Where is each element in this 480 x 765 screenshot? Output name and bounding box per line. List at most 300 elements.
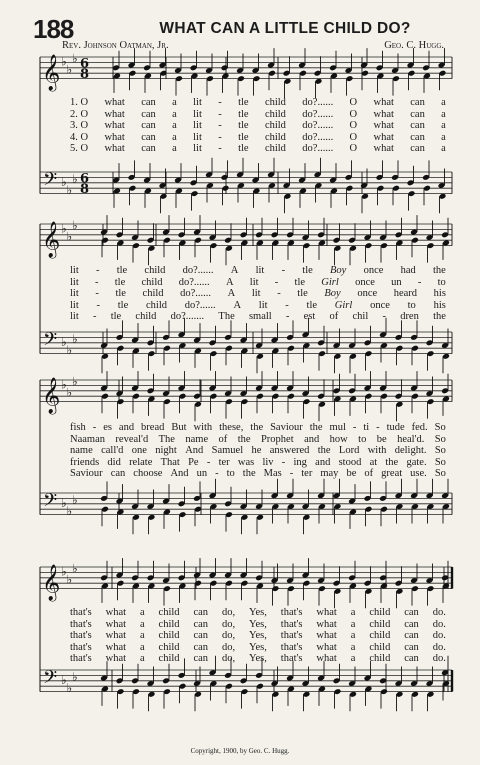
lyric-syllable: 1. O (70, 97, 89, 108)
lyric-syllable: lit (258, 299, 268, 311)
lyric-syllable: and (304, 433, 320, 445)
lyric-syllable: do. (432, 618, 446, 630)
lyric-syllable: child (369, 607, 391, 618)
lyric-syllable: choose (133, 468, 163, 480)
lyric-syllable: a (172, 108, 177, 120)
lyric-syllable: that's (70, 607, 92, 618)
lyric-line (70, 422, 446, 434)
lyric-syllable: child (158, 641, 180, 653)
lyric-syllable: child (264, 97, 286, 108)
lyric-syllable: - (95, 276, 99, 288)
lyric-syllable: And (170, 468, 189, 480)
lyric-syllable: child (158, 607, 180, 618)
copyright-notice: Copyright, 1900, by Geo. C. Hugg. (190, 747, 290, 755)
lyric-syllable: tle (238, 143, 249, 155)
lyric-syllable: what (373, 97, 394, 108)
lyric-syllable: to (358, 433, 367, 445)
lyric-syllable: Prophet (260, 433, 294, 445)
lyric-syllable: - (92, 422, 97, 433)
lyric-line (70, 468, 446, 480)
time-signature-top: 6 (80, 171, 90, 187)
lyric-syllable: tude (386, 422, 405, 433)
lyric-syllable: small (248, 311, 272, 323)
lyric-syllable: - (376, 422, 380, 433)
lyric-syllable: es (103, 422, 112, 433)
lyric-syllable: can (141, 120, 156, 132)
lyric-syllable: he (251, 445, 262, 457)
lyric-syllable: once (355, 276, 375, 288)
lyric-syllable: a (139, 653, 145, 665)
lyric-syllable: what (104, 97, 125, 108)
lyric-syllable: So (434, 433, 446, 445)
lyric-line (70, 143, 446, 155)
lyric-syllable: a (350, 641, 356, 653)
lyric-syllable: - (96, 299, 101, 311)
lyric-syllable: mul (329, 422, 346, 433)
lyric-line (70, 630, 446, 642)
lyric-syllable: what (104, 143, 125, 155)
lyric-line (70, 300, 446, 312)
flat-icon: ♭ (66, 62, 73, 77)
lyric-syllable: can (410, 143, 425, 155)
lyric-syllable: So (434, 422, 446, 433)
lyric-syllable: the (433, 265, 446, 276)
lyric-syllable: call'd (101, 445, 124, 457)
lyric-syllable: can (193, 607, 209, 618)
lyric-syllable: do, (221, 607, 236, 618)
lyric-syllable: That (160, 456, 180, 468)
lyric-syllable: Yes, (248, 653, 267, 665)
lyric-syllable: what (373, 131, 394, 143)
lyric-syllable: O (349, 143, 358, 155)
lyric-syllable: do?...... (184, 299, 216, 311)
lyric-syllable: tle (116, 265, 128, 276)
flat-icon: ♭ (72, 172, 78, 187)
lyric-syllable: of (218, 433, 228, 445)
lyric-syllable: use. (410, 468, 427, 480)
lyric-syllable: how (329, 433, 348, 445)
lyric-syllable: heard (393, 288, 418, 300)
flat-icon: ♭ (61, 174, 67, 189)
lyric-syllable: child (141, 276, 163, 288)
lyric-syllable: tle (297, 288, 308, 300)
lyric-syllable: child (264, 143, 286, 155)
lyric-syllable: So (434, 445, 446, 457)
lyric-syllable: So (434, 456, 446, 468)
lyric-syllable: ter (301, 468, 313, 480)
lyric-syllable: what (373, 108, 394, 120)
lyric-syllable: a (172, 120, 177, 132)
lyric-syllable: - (352, 422, 357, 433)
lyric-syllable: the (317, 445, 331, 457)
lyric-syllable: a (350, 618, 356, 630)
flat-icon: ♭ (66, 385, 73, 400)
hymn-number: 188 (33, 14, 74, 44)
lyric-syllable: do?...... (180, 288, 212, 300)
lyric-syllable: child (369, 630, 391, 642)
lyric-syllable: Girl (334, 299, 353, 311)
lyric-syllable: Yes, (248, 607, 267, 618)
lyric-syllable: what (104, 108, 125, 120)
lyric-syllable: Girl (321, 276, 339, 288)
flat-icon: ♭ (72, 561, 78, 576)
lyric-syllable: can (404, 641, 419, 653)
lyric-syllable: child (264, 131, 286, 143)
lyric-syllable: was (237, 456, 255, 468)
lyric-syllable: - (218, 143, 222, 155)
lyric-syllable: tle (306, 299, 318, 311)
flat-icon: ♭ (61, 334, 67, 349)
lyric-syllable: child (146, 299, 168, 311)
lyric-syllable: Yes, (248, 641, 267, 653)
lyric-syllable: lit (249, 276, 259, 288)
bass-clef-icon: 𝄢 (43, 667, 58, 693)
lyric-syllable: lit (193, 120, 202, 132)
lyric-syllable: a (350, 630, 356, 642)
lyric-syllable: tle (110, 311, 122, 323)
lyric-syllable: at (369, 456, 378, 468)
lyric-syllable: can (410, 120, 425, 132)
lyric-syllable: reveal'd (115, 433, 149, 445)
lyric-syllable: tle (238, 97, 249, 108)
flat-icon: ♭ (72, 493, 78, 508)
treble-clef-icon: 𝄞 (42, 564, 61, 601)
lyric-syllable: 3. O (70, 120, 89, 132)
lyric-syllable: heal'd. (397, 433, 425, 445)
lyric-syllable: O (349, 120, 358, 132)
lyric-syllable: answered (269, 445, 310, 457)
lyric-syllable: to (437, 276, 446, 288)
lyric-syllable: do, (221, 641, 236, 653)
lyric-syllable: - (277, 288, 281, 300)
lyric-syllable: - (218, 97, 222, 108)
lyric-syllable: great (381, 468, 403, 480)
flat-icon: ♭ (61, 221, 67, 236)
lyric-syllable: and (118, 422, 135, 433)
flat-icon: ♭ (72, 374, 78, 389)
flat-icon: ♭ (66, 503, 73, 518)
lyric-syllable: a (172, 131, 177, 143)
lyric-syllable: friends (70, 456, 100, 468)
lyric-syllable: tle (114, 276, 126, 288)
lyric-syllable: what (105, 618, 127, 630)
lyric-syllable: the (433, 311, 446, 323)
lyric-syllable: do?...... (182, 265, 214, 276)
lyric-syllable: ti (363, 422, 370, 433)
lyric-syllable: a (441, 108, 446, 120)
lyric-syllable: child (135, 311, 157, 323)
lyric-syllable: 2. O (70, 108, 89, 120)
lyric-syllable: - (417, 276, 422, 288)
lyric-syllable: The (218, 311, 235, 323)
lyric-syllable: Boy (330, 265, 347, 276)
lyric-syllable: fed. (411, 422, 428, 433)
lyric-syllable: that's (70, 641, 92, 653)
lyric-syllable: what (373, 143, 394, 155)
treble-clef-icon: 𝄞 (42, 377, 61, 414)
lyric-syllable: once (357, 288, 378, 300)
lyric-syllable: a (441, 97, 446, 108)
lyric-syllable: a (441, 143, 446, 155)
lyric-syllable: that's (280, 630, 303, 642)
lyric-syllable: be (346, 468, 357, 480)
lyric-syllable: - (95, 288, 99, 300)
lyric-syllable: do?...... (302, 143, 334, 155)
lyric-syllable: A (225, 276, 234, 288)
lyric-syllable: lit (70, 276, 79, 288)
lyric-syllable: had (400, 265, 416, 276)
lyric-syllable: a (139, 607, 145, 618)
lyric-syllable: relate (129, 456, 153, 468)
lyric-syllable: a (350, 653, 356, 665)
lyric-syllable: Yes, (248, 618, 267, 630)
lyric-syllable: O (349, 108, 358, 120)
lyric-syllable: lit (193, 108, 202, 120)
lyric-syllable: what (316, 630, 337, 642)
lyric-syllable: - (285, 299, 289, 311)
lyric-syllable: And (185, 445, 204, 457)
lyric-syllable: do, (221, 630, 236, 642)
lyric-syllable: child (264, 108, 286, 120)
lyric-syllable: what (105, 630, 127, 642)
lyric-syllable: O (349, 97, 358, 108)
lyric-syllable: the (237, 433, 251, 445)
lyric-syllable: can (193, 630, 209, 642)
lyric-syllable: can (404, 607, 419, 618)
lyric-line (70, 97, 446, 109)
lyric-syllable: - (274, 276, 279, 288)
lyric-syllable: the (309, 422, 323, 433)
lyric-syllable: Saviour (70, 468, 103, 480)
lyric-syllable: can (404, 618, 419, 630)
lyric-syllable: child (158, 618, 180, 630)
words-credit: Rev. Johnson Oatman, Jr. (62, 40, 169, 51)
lyric-syllable: a (139, 630, 145, 642)
lyric-syllable: ing (293, 456, 307, 468)
lyric-syllable: Naaman (70, 433, 105, 445)
lyric-syllable: the (385, 456, 399, 468)
lyric-syllable: - (206, 456, 211, 468)
bass-clef-icon: 𝄢 (43, 169, 58, 195)
lyric-syllable: child (144, 265, 166, 276)
lyric-syllable: child (142, 288, 164, 300)
lyric-syllable: can (410, 131, 425, 143)
lyric-line (70, 132, 446, 144)
lyric-syllable: with (367, 445, 387, 457)
lyric-syllable: a (139, 641, 145, 653)
lyric-syllable: do?...... (178, 276, 210, 288)
lyric-syllable: one (131, 445, 147, 457)
lyric-syllable: child (369, 618, 391, 630)
lyric-syllable: O (349, 131, 358, 143)
lyric-syllable: with (193, 422, 213, 433)
lyric-syllable: tle (117, 299, 129, 311)
lyric-syllable: do, (221, 618, 236, 630)
lyric-syllable: lit (70, 288, 79, 300)
lyric-syllable: of (329, 311, 339, 323)
lyric-syllable: A (233, 299, 242, 311)
lyric-syllable: - (289, 468, 294, 480)
flat-icon: ♭ (61, 495, 67, 510)
lyric-syllable: a (139, 618, 145, 630)
lyric-syllable: do?...... (302, 108, 334, 120)
flat-icon: ♭ (66, 680, 73, 695)
flat-icon: ♭ (72, 670, 78, 685)
flat-icon: ♭ (72, 332, 78, 347)
flat-icon: ♭ (66, 572, 73, 587)
lyric-syllable: - (218, 120, 222, 132)
lyric-syllable: his (433, 288, 446, 300)
hymn-title: WHAT CAN A LITTLE CHILD DO? (159, 20, 411, 37)
lyric-syllable: name (70, 445, 93, 457)
lyric-syllable: do?...... (302, 120, 334, 132)
lyric-syllable: the (250, 422, 264, 433)
lyric-syllable: that's (70, 618, 92, 630)
lyric-syllable: a (350, 607, 356, 618)
flat-icon: ♭ (61, 672, 67, 687)
lyric-syllable: fish (70, 422, 86, 433)
lyric-line (70, 445, 446, 457)
lyric-syllable: that's (280, 607, 303, 618)
lyric-line (70, 434, 446, 446)
lyric-syllable: once (363, 265, 384, 276)
lyric-syllable: dren (400, 311, 419, 323)
lyric-line (70, 120, 446, 132)
lyric-line (70, 109, 446, 121)
lyric-syllable: tle (238, 108, 249, 120)
music-credit: Geo. C. Hugg. (384, 40, 444, 51)
flat-icon: ♭ (72, 218, 78, 233)
lyric-syllable: what (105, 641, 127, 653)
lyric-syllable: do?...... (302, 97, 334, 108)
lyric-line (70, 311, 446, 323)
lyric-syllable: a (441, 120, 446, 132)
lyric-syllable: Boy (324, 288, 341, 300)
lyric-syllable: may (320, 468, 339, 480)
lyric-syllable: lit (70, 299, 79, 311)
lyric-syllable: - (95, 265, 100, 276)
lyric-syllable: tle (115, 288, 126, 300)
lyric-syllable: that's (70, 630, 92, 642)
bass-clef-icon: 𝄢 (43, 490, 58, 516)
lyric-syllable: - (218, 108, 222, 120)
lyric-syllable: child (369, 653, 391, 665)
lyric-syllable: what (104, 131, 125, 143)
lyric-syllable: do. (432, 641, 446, 653)
lyric-syllable: what (105, 607, 127, 618)
lyric-syllable: - (281, 456, 286, 468)
lyric-syllable: what (316, 607, 337, 618)
lyric-syllable: child (158, 653, 180, 665)
lyric-syllable: tle (238, 120, 249, 132)
lyric-syllable: what (373, 120, 394, 132)
lyric-syllable: can (404, 630, 419, 642)
lyric-syllable: Lord (338, 445, 360, 457)
lyric-syllable: can (404, 653, 419, 665)
lyric-syllable: The (158, 433, 175, 445)
lyric-syllable: - (285, 311, 290, 323)
time-signature-bottom: 8 (80, 67, 90, 83)
lyric-syllable: - (92, 311, 97, 323)
lyric-syllable: - (281, 265, 286, 276)
lyric-syllable: do, (221, 653, 236, 665)
flat-icon: ♭ (66, 182, 73, 197)
time-signature-top: 6 (80, 56, 90, 72)
flat-icon: ♭ (61, 564, 67, 579)
lyric-syllable: do. (432, 607, 446, 618)
flat-icon: ♭ (72, 51, 78, 66)
lyric-syllable: gate. (406, 456, 427, 468)
lyric-line (70, 277, 446, 289)
lyric-syllable: A (227, 288, 236, 300)
lyric-syllable: - (218, 131, 222, 143)
lyric-syllable: tle (302, 265, 313, 276)
lyric-syllable: un (196, 468, 208, 480)
lyric-syllable: liv (262, 456, 274, 468)
treble-clef-icon: 𝄞 (42, 221, 61, 258)
lyric-syllable: tle (238, 131, 249, 143)
lyric-syllable: lit (193, 97, 202, 108)
lyric-syllable: can (410, 108, 425, 120)
lyric-syllable: child (158, 630, 180, 642)
treble-clef-icon: 𝄞 (42, 54, 61, 91)
flat-icon: ♭ (61, 377, 67, 392)
lyric-syllable: once (370, 299, 390, 311)
lyric-syllable: can (141, 131, 156, 143)
lyric-syllable: tle (294, 276, 306, 288)
lyric-syllable: Yes, (248, 630, 267, 642)
lyric-syllable: Mas (263, 468, 282, 480)
lyric-syllable: what (316, 618, 337, 630)
lyric-syllable: be (376, 433, 387, 445)
lyric-syllable: night (155, 445, 177, 457)
bass-clef-icon: 𝄢 (43, 329, 58, 355)
lyric-syllable: did (107, 456, 121, 468)
flat-icon: ♭ (61, 54, 67, 69)
lyric-syllable: Samuel (211, 445, 244, 457)
flat-icon: ♭ (66, 342, 73, 357)
lyric-syllable: can (141, 143, 156, 155)
lyric-syllable: can (193, 618, 209, 630)
lyric-syllable: what (105, 653, 127, 665)
lyric-syllable: lit (193, 131, 202, 143)
lyric-syllable: child (369, 641, 391, 653)
lyric-syllable: Saviour (270, 422, 303, 433)
lyric-syllable: can (110, 468, 126, 480)
lyric-syllable: 5. O (70, 143, 89, 155)
lyric-syllable: name (185, 433, 209, 445)
lyric-syllable: what (316, 641, 337, 653)
lyric-syllable: - (215, 468, 219, 480)
lyric-syllable: these, (219, 422, 244, 433)
time-signature-bottom: 8 (80, 182, 90, 198)
lyric-syllable: do. (432, 630, 446, 642)
lyric-syllable: child (264, 120, 286, 132)
lyric-line (70, 288, 446, 300)
lyric-syllable: lit (70, 265, 79, 276)
lyric-syllable: Pe (188, 456, 199, 468)
lyric-syllable: of (364, 468, 374, 480)
lyric-line (70, 265, 446, 277)
lyric-syllable: do. (432, 653, 446, 665)
lyric-syllable: the (242, 468, 256, 480)
lyric-syllable: that's (70, 653, 92, 665)
lyric-syllable: lit (255, 265, 265, 276)
lyric-syllable: bread (141, 422, 165, 433)
lyric-syllable: est (303, 311, 316, 323)
lyric-syllable: can (193, 653, 209, 665)
lyric-syllable: lit (251, 288, 261, 300)
